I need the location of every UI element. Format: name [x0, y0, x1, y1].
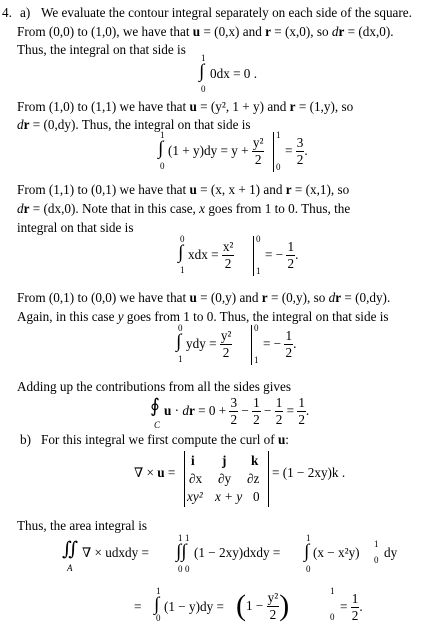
matrix-cell: k — [251, 453, 259, 468]
evaluation-bar — [253, 236, 254, 276]
contour-integral-sign: ∮ — [150, 396, 160, 417]
side2-result: = 3 2 . — [285, 135, 308, 167]
curl-lhs: ∇ × u = — [134, 465, 176, 480]
side3-result: = − $\frac{1}{2}$ . — [265, 239, 299, 271]
side4-equation: ydy = $\frac{\text{y²}}{2}$ — [186, 328, 232, 360]
part-b-label: b) — [20, 432, 31, 447]
line2-integrand: (1 − y)dy = — [164, 599, 224, 614]
side3-text: From (1,1) to (0,1) we have that u = (x, x + 1) and r = (x,1), so — [17, 182, 350, 197]
sum-equation: u · dr = 0 + $\frac{3}{2}$ − 1 2 − 1 2 = 1 2 . — [164, 395, 310, 427]
side1-lower-limit: 0 — [201, 84, 206, 94]
integral-sign: ∫ — [176, 331, 182, 352]
side2-conclusion: dr = (0,dy). Thus, the integral on that side is — [17, 117, 251, 132]
side3-conclusion: integral on that side is — [17, 220, 134, 235]
area-label: A — [67, 563, 73, 573]
side1-text: From (0,0) to (1,0), we have that u = (0,x) and r = (x,0), so dr = (dx,0). — [17, 24, 394, 39]
upper-limit: 1 — [178, 533, 183, 543]
side2-eval-upper: 1 — [276, 130, 281, 140]
side4-lower-limit: 1 — [178, 354, 183, 364]
integral-sign: ∫ — [158, 138, 164, 159]
integral-sign: ∫ — [199, 61, 205, 82]
eval-upper: 1 — [330, 586, 335, 596]
curl-rhs: = (1 − 2xy)k . — [272, 465, 346, 480]
side2-lower-limit: 0 — [160, 161, 165, 171]
matrix-cell: ∂z — [247, 471, 260, 486]
matrix-cell: ∂x — [189, 471, 203, 486]
double-integral-sign: ∬ — [62, 539, 79, 560]
equals-sign: = — [134, 599, 142, 614]
lower-limit: 0 — [306, 564, 311, 574]
eval-lower: 0 — [330, 612, 335, 622]
matrix-cell: j — [222, 453, 227, 468]
area-text: Thus, the area integral is — [17, 518, 147, 533]
part-b-intro: For this integral we first compute the curl of u: — [41, 432, 289, 447]
side4-note: Again, in this case y goes from 1 to 0. Thus, the integral on that side is — [17, 309, 389, 324]
sum-text: Adding up the contributions from all the sides gives — [17, 379, 291, 394]
lower-limit: 0 — [178, 564, 183, 574]
side4-result: = − $\frac{1}{2}$ . — [263, 328, 297, 360]
part-a-label: a) — [20, 5, 31, 20]
curl-determinant — [184, 451, 269, 507]
side4-upper-limit: 0 — [178, 323, 183, 333]
upper-limit: 1 — [156, 586, 161, 596]
side2-eval-lower: 0 — [276, 162, 281, 172]
part-a-intro: We evaluate the contour integral separately on each side of the square. — [41, 5, 412, 20]
side2-equation: (1 + y)dy = y + $\frac{\text{y²}}{2}$ — [168, 135, 264, 167]
contour-label: C — [154, 420, 161, 430]
side4-text: From (0,1) to (0,0) we have that u = (0,y) and r = (0,y), so dr = (0,dy). — [17, 290, 391, 305]
side1-integrand: 0dx = 0 . — [210, 66, 257, 81]
side3-equation: xdx = $\frac{\text{x²}}{2}$ — [188, 239, 234, 271]
line2-bracket: ( 1 − $\frac{\text{y²}}{2}$ ) — [236, 589, 290, 622]
integral-sign: ∫∫ — [176, 541, 187, 562]
matrix-cell: ∂y — [218, 471, 232, 486]
side1-conclusion: Thus, the integral on that side is — [17, 42, 186, 57]
area-right-integrand: (x − x²y) — [313, 545, 360, 560]
side3-lower-limit: 1 — [180, 265, 185, 275]
matrix-cell: i — [191, 453, 195, 468]
area-integrand: ∇ × udxdy = — [82, 545, 149, 560]
side3-note: dr = (dx,0). Note that in this case, x goes from 1 to 0. Thus, the — [17, 201, 351, 216]
integral-sign: ∫ — [154, 594, 160, 615]
side1-upper-limit: 1 — [201, 53, 206, 63]
lower-limit: 0 — [185, 564, 190, 574]
side2-upper-limit: 1 — [160, 130, 165, 140]
problem-number: 4. — [2, 5, 12, 20]
side3-eval-upper: 0 — [256, 234, 261, 244]
side4-eval-lower: 1 — [254, 355, 259, 365]
integral-sign: ∫ — [178, 242, 184, 263]
upper-limit: 1 — [185, 533, 190, 543]
evaluation-bar — [251, 325, 252, 365]
side3-eval-lower: 1 — [256, 266, 261, 276]
eval-lower: 0 — [374, 555, 379, 565]
upper-limit: 1 — [306, 533, 311, 543]
eval-upper: 1 — [374, 539, 379, 549]
integral-sign: ∫ — [304, 541, 310, 562]
matrix-cell: x + y — [215, 489, 243, 504]
area-mid-integrand: (1 − 2xy)dxdy = — [194, 545, 281, 560]
lower-limit: 0 — [156, 613, 161, 623]
side2-text: From (1,0) to (1,1) we have that u = (y², 1 + y) and r = (1,y), so — [17, 99, 354, 114]
evaluation-bar — [273, 132, 274, 172]
matrix-cell: 0 — [253, 489, 260, 504]
matrix-cell: xy² — [187, 489, 203, 504]
side3-upper-limit: 0 — [180, 234, 185, 244]
area-right-tail: dy — [384, 545, 398, 560]
side4-eval-upper: 0 — [254, 323, 259, 333]
line2-result: = 1 2 . — [340, 591, 363, 623]
